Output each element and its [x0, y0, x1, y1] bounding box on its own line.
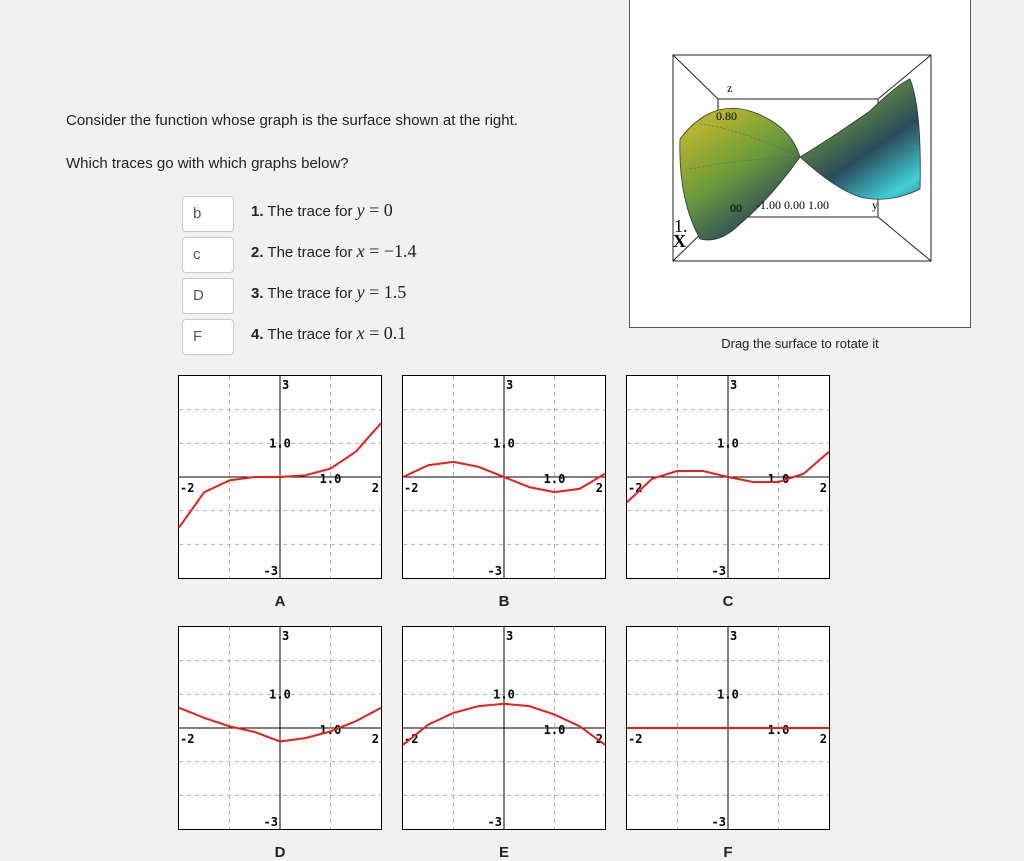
tick-label-y-min: -3: [711, 815, 726, 829]
tick-label-x-one: 1.0: [543, 472, 566, 486]
graph-letter-e: E: [498, 844, 509, 861]
answer-number-4: 4.: [251, 326, 264, 343]
question-intro: Consider the function whose graph is the surface shown at the right.: [66, 112, 518, 129]
answer-text-2: The trace for: [267, 244, 353, 261]
answer-row-4: [182, 319, 582, 357]
answer-label-2: [251, 241, 416, 262]
tick-label-x-one: 1.0: [767, 723, 790, 737]
answer-number-1: 1.: [251, 203, 264, 220]
answer-eq-3: = 1.5: [369, 282, 407, 302]
tick-label-y-one: 1.0: [493, 687, 515, 702]
tick-label-x-one: 1.0: [319, 723, 342, 737]
tick-label-x-min: -2: [404, 481, 419, 495]
axis-x-label: X: [673, 231, 686, 251]
answer-var-2: x: [356, 241, 365, 261]
answer-eq-1: = 0: [369, 200, 393, 220]
tick-label-x-one: 1.0: [543, 723, 566, 737]
axis-y-label: y: [872, 198, 878, 212]
x-tick-labels: -1.00 0.00 1.00: [756, 198, 829, 212]
tick-label-y-max: 3: [506, 629, 514, 643]
answer-input-1[interactable]: [182, 196, 234, 232]
graph-cell-f: [626, 626, 830, 861]
graph-letter-b: B: [498, 593, 510, 610]
viewer-caption: Drag the surface to rotate it: [721, 336, 879, 351]
surface-3d-plot[interactable]: [630, 0, 970, 327]
answer-text-3: The trace for: [267, 285, 353, 302]
tick-label-y-one: 1.0: [717, 436, 739, 451]
tick-label-x-min: -2: [180, 732, 195, 746]
tick-label-y-min: -3: [263, 815, 278, 829]
tick-label-x-min: -2: [404, 732, 419, 746]
answer-input-2[interactable]: [182, 237, 234, 273]
answer-var-1: y: [356, 200, 365, 220]
graph-letter-a: A: [274, 593, 286, 610]
tick-label-y-one: 1.0: [269, 436, 291, 451]
graph-cell-b: [402, 375, 606, 610]
graph-letter-c: C: [722, 593, 734, 610]
answer-row-1: [182, 196, 582, 234]
answer-var-4: x: [356, 323, 365, 343]
tick-label-x-min: -2: [628, 732, 643, 746]
graph-cell-a: [178, 375, 382, 610]
graph-c: [626, 375, 830, 579]
tick-label-x-one: 1.0: [319, 472, 342, 486]
question-prompt: Which traces go with which graphs below?: [66, 155, 349, 172]
answer-input-4[interactable]: [182, 319, 234, 355]
tick-label-x-max: 2: [819, 481, 827, 495]
answer-var-3: y: [356, 282, 365, 302]
tick-label-x-min: -2: [628, 481, 643, 495]
answer-label-1: [251, 200, 393, 221]
answer-eq-2: = −1.4: [369, 241, 417, 261]
graph-cell-e: [402, 626, 606, 861]
answer-label-3: [251, 282, 406, 303]
surface-mesh: [680, 79, 920, 240]
partial-axis-label: 1.: [674, 216, 688, 236]
z-tick-label: 0.80: [716, 109, 737, 123]
tick-label-y-min: -3: [711, 564, 726, 578]
answer-number-3: 3.: [251, 285, 264, 302]
tick-label-x-max: 2: [819, 732, 827, 746]
answer-eq-4: = 0.1: [369, 323, 407, 343]
tick-label-y-one: 1.0: [717, 687, 739, 702]
tick-label-y-max: 3: [282, 378, 290, 392]
tick-label-y-one: 1.0: [269, 687, 291, 702]
graph-a: [178, 375, 382, 579]
graph-f: [626, 626, 830, 830]
graph-letter-d: D: [274, 844, 286, 861]
tick-label-y-max: 3: [730, 629, 738, 643]
tick-label-y-max: 3: [282, 629, 290, 643]
answer-label-4: [251, 323, 406, 344]
tick-label-y-max: 3: [506, 378, 514, 392]
tick-label-y-min: -3: [487, 564, 502, 578]
tick-label-y-one: 1.0: [493, 436, 515, 451]
answer-row-3: [182, 278, 582, 316]
tick-label-y-min: -3: [487, 815, 502, 829]
tick-label-x-max: 2: [371, 481, 379, 495]
tick-label-y-max: 3: [730, 378, 738, 392]
answer-input-3[interactable]: [182, 278, 234, 314]
graph-cell-d: [178, 626, 382, 861]
answer-row-2: [182, 237, 582, 275]
tick-label-y-min: -3: [263, 564, 278, 578]
partial-tick-label: 00: [730, 201, 742, 215]
graph-e: [402, 626, 606, 830]
graph-b: [402, 375, 606, 579]
tick-label-x-one: 1.0: [767, 472, 790, 486]
surface-viewer[interactable]: [629, 0, 971, 328]
answer-number-2: 2.: [251, 244, 264, 261]
tick-label-x-min: -2: [180, 481, 195, 495]
graph-d: [178, 626, 382, 830]
axis-z-label: z: [727, 81, 733, 95]
answer-text-1: The trace for: [267, 203, 353, 220]
answer-text-4: The trace for: [267, 326, 353, 343]
tick-label-x-max: 2: [595, 481, 603, 495]
tick-label-x-max: 2: [595, 732, 603, 746]
tick-label-x-max: 2: [371, 732, 379, 746]
graph-cell-c: [626, 375, 830, 610]
graph-letter-f: F: [723, 844, 733, 861]
